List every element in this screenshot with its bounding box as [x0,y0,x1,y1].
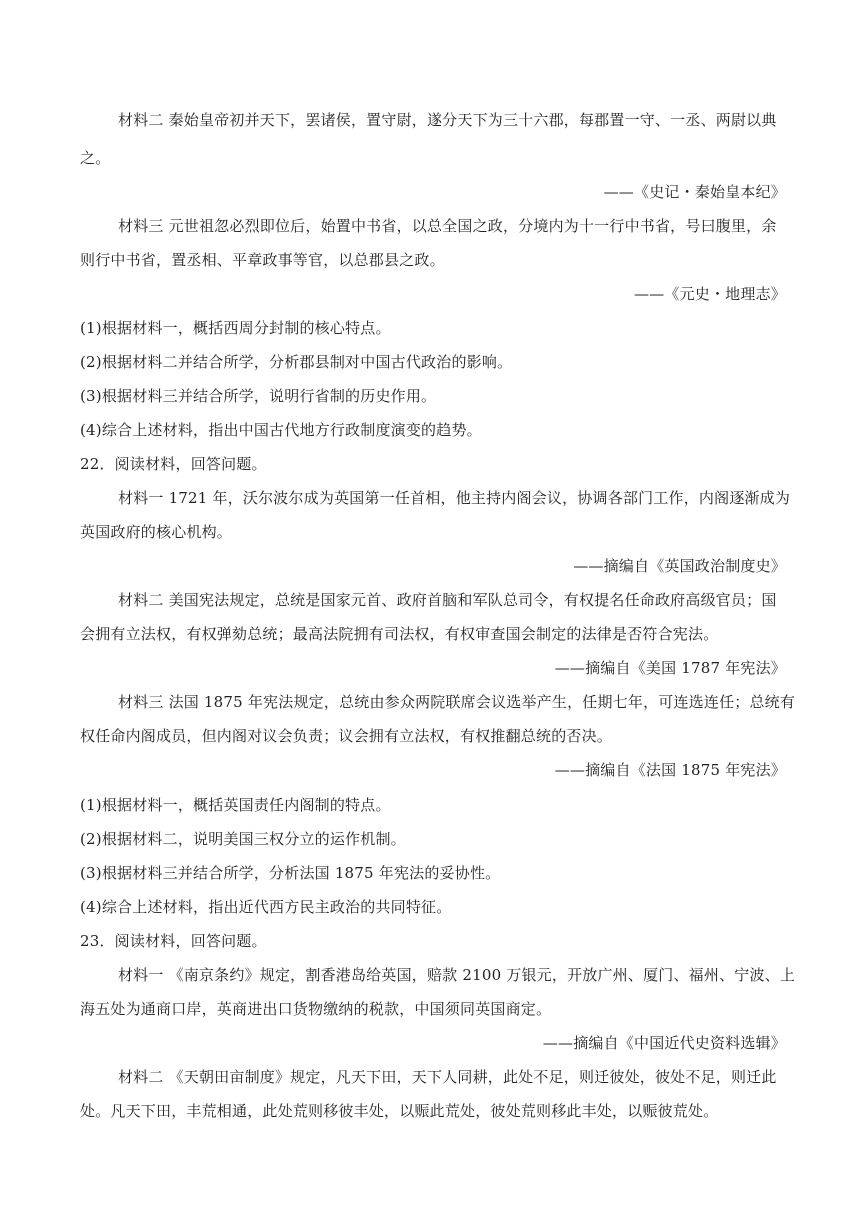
q22-question-2: (2)根据材料二，说明美国三权分立的运作机制。 [80,830,406,848]
q22-heading: 22．阅读材料，回答问题。 [80,455,267,473]
q22-material3-source: ——摘编自《法国 1875 年宪法》 [554,761,786,779]
q23-material1-source: ——摘编自《中国近代史资料选辑》 [542,1034,786,1052]
q21-material2-line1: 材料二 秦始皇帝初并天下，罢诸侯，置守尉，遂分天下为三十六郡，每郡置一守、一丞、两尉以典 [118,111,777,129]
q23-material2-line1: 材料二 《天朝田亩制度》规定，凡天下田，天下人同耕，此处不足，则迁彼处，彼处不足，则迁此 [118,1068,777,1086]
q22-question-1: (1)根据材料一，概括英国责任内阁制的特点。 [80,796,391,814]
q22-material3-line2: 权任命内阁成员，但内阁对议会负责；议会拥有立法权，有权推翻总统的否决。 [80,727,613,745]
q21-question-2: (2)根据材料二并结合所学，分析郡县制对中国古代政治的影响。 [80,353,513,371]
q21-material3-source: ——《元史・地理志》 [633,285,786,303]
q22-material3-line1: 材料三 法国 1875 年宪法规定，总统由参众两院联席会议选举产生，任期七年，可连选连任；总统有 [118,693,796,711]
q22-question-4: (4)综合上述材料，指出近代西方民主政治的共同特征。 [80,898,452,916]
q22-material1-line2: 英国政府的核心机构。 [80,523,233,541]
q22-material1-line1: 材料一 1721 年，沃尔波尔成为英国第一任首相，他主持内阁会议，协调各部门工作，内阁逐渐成为 [118,489,791,507]
q22-material2-source: ——摘编自《美国 1787 年宪法》 [554,659,786,677]
q21-material3-line2: 则行中书省，置丞相、平章政事等官，以总郡县之政。 [80,251,445,269]
q21-material2-source: ——《史记・秦始皇本纪》 [603,183,786,201]
q21-question-3: (3)根据材料三并结合所学，说明行省制的历史作用。 [80,387,437,405]
q21-question-4: (4)综合上述材料，指出中国古代地方行政制度演变的趋势。 [80,421,482,439]
q21-question-1: (1)根据材料一，概括西周分封制的核心特点。 [80,319,391,337]
q22-question-3: (3)根据材料三并结合所学，分析法国 1875 年宪法的妥协性。 [80,864,501,882]
q21-material3-line1: 材料三 元世祖忽必烈即位后，始置中书省，以总全国之政，分境内为十一行中书省，号曰腹里，余 [118,217,777,235]
q23-material1-line1: 材料一 《南京条约》规定，割香港岛给英国，赔款 2100 万银元，开放广州、厦门、福州、宁波、上 [118,966,796,984]
q23-material1-line2: 海五处为通商口岸，英商进出口货物缴纳的税款，中国须同英国商定。 [80,1000,552,1018]
q22-material2-line1: 材料二 美国宪法规定，总统是国家元首、政府首脑和军队总司令，有权提名任命政府高级官员；国 [118,591,777,609]
q22-material1-source: ——摘编自《英国政治制度史》 [573,557,786,575]
q21-material2-line2: 之。 [80,149,111,167]
q22-material2-line2: 会拥有立法权，有权弹劾总统；最高法院拥有司法权，有权审查国会制定的法律是否符合宪法。 [80,625,719,643]
q23-material2-line2: 处。凡天下田，丰荒相通，此处荒则移彼丰处，以赈此荒处，彼处荒则移此丰处，以赈彼荒处。 [80,1102,719,1120]
q23-heading: 23．阅读材料，回答问题。 [80,932,267,950]
